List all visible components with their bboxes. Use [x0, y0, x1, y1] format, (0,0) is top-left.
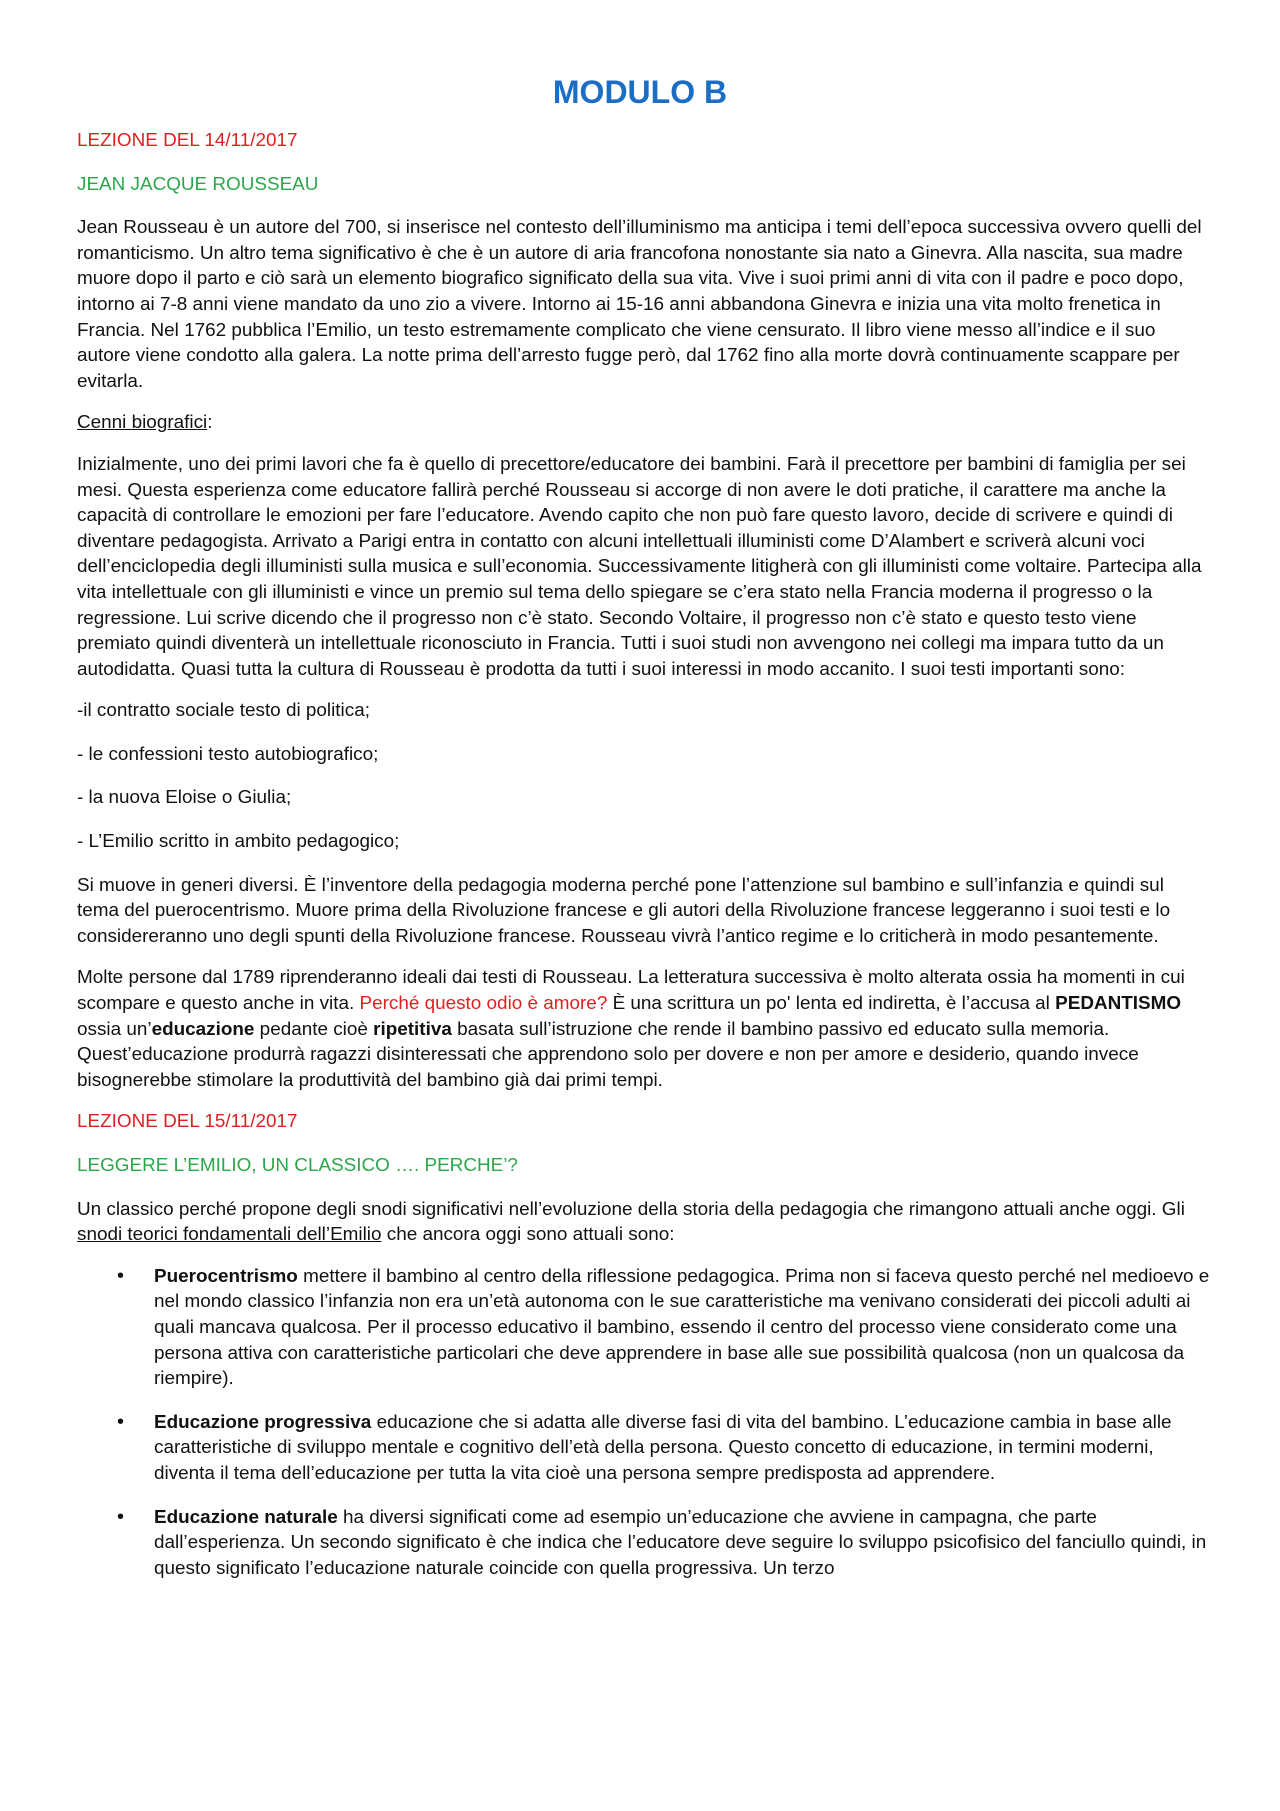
work-item: -il contratto sociale testo di politica; [77, 700, 370, 722]
highlighted-question: Perché questo odio è amore? [359, 993, 608, 1015]
lesson-date: LEZIONE DEL 14/11/2017 [77, 130, 298, 151]
pedantism-paragraph [77, 965, 1210, 1093]
page-title: MODULO B [552, 74, 728, 110]
key-concepts-list [77, 1264, 1210, 1582]
bold-term: ripetitiva [373, 1018, 452, 1040]
lesson-date: LEZIONE DEL 15/11/2017 [77, 1111, 298, 1133]
concept-text: ha diversi significati come ad esempio un’educazione che avviene in campagna, che parte dall’esperienza. Un secondo significato è che indica che l’educatore deve seguire lo sviluppo psicofisico del fanciullo quindi, in questo significato l’educazione naturale coincide con quella progressiva. Un terzo [154, 1506, 1207, 1579]
genres-paragraph: Si muove in generi diversi. È l’inventore della pedagogia moderna perché pone l’attenzione sul bambino e sull’infanzia e quindi sul tema del puerocentrismo. Muore prima della Rivoluzione francese e gli autori della Rivoluzione francese leggeranno i suoi testi e lo considereranno uno degli spunti della Rivoluzione francese. Rousseau vivrà l’antico regime e lo criticherà in modo pesantemente. [77, 874, 1171, 947]
list-item [77, 1505, 1210, 1582]
bullet-icon: • [117, 1264, 125, 1287]
text-run: che ancora oggi sono attuali sono: [381, 1224, 675, 1246]
bold-term: PEDANTISMO [1055, 993, 1182, 1015]
classic-intro-paragraph [77, 1197, 1210, 1248]
bio-paragraph: Inizialmente, uno dei primi lavori che fa è quello di precettore/educatore dei bambini. Farà il precettore per bambini di famiglia per sei mesi. Questa esperienza come educatore fallirà perché Rousseau si accorge di non avere le doti pratiche, il carattere ma anche la capacità di controllare le emozioni per fare l’educatore. Avendo capito che non può fare questo lavoro, decide di scrivere e quindi di diventare pedagogista. Arrivato a Parigi entra in contatto con alcuni intellettuali illuministi come D’Alambert e scriverà alcuni voci dell’enciclopedia degli illuministi sulla musica e sull’economia. Successivamente litigherà con gli illuministi come voltaire. Partecipa alla vita intellettuale con gli illuministi e vince un premio sul tema dello spiegare se c’era stato nella Francia moderna il progresso o la regressione. Lui scrive dicendo che il progresso non c’è stato. Secondo Voltaire, il progresso non c’è stato e questo testo viene premiato quindi diventerà un intellettuale riconosciuto in Francia. Tutti i suoi studi non avvengono nei collegi ma impara tutto da un autodidatta. Quasi tutta la cultura di Rousseau è prodotta da tutti i suoi interessi in modo accanito. I suoi testi importanti sono: [77, 453, 1202, 680]
bold-term: educazione [151, 1018, 255, 1040]
concept-term: Educazione progressiva [154, 1411, 372, 1433]
concept-text: mettere il bambino al centro della riflessione pedagogica. Prima non si faceva questo perché nel medioevo e nel mondo classico l’infanzia non era un’età autonoma con le sue caratteristiche ma venivano considerati dei piccoli adulti ai quali mancava qualcosa. Per il processo educativo il bambino, essendo il centro del processo viene considerato come una persona attiva con caratteristiche particolari che deve apprendere in base alle sue possibilità qualcosa (non un qualcosa da riempire). [154, 1265, 1210, 1390]
list-item [77, 1410, 1210, 1487]
text-run: Un classico perché propone degli snodi significativi nell’evoluzione della storia della pedagogia che rimangono attuali anche oggi. Gli [77, 1198, 1185, 1220]
concept-term: Puerocentrismo [154, 1265, 298, 1287]
text-run: Molte persone dal 1789 riprenderanno ideali dai testi di Rousseau. La letteratura successiva è molto alterata ossia ha momenti in cui scompare e questo anche in vita. [77, 967, 1185, 1015]
list-item [77, 1264, 1210, 1392]
work-item: - L’Emilio scritto in ambito pedagogico; [77, 831, 400, 853]
text-run: È una scrittura un po' lenta ed indiretta, è l’accusa al [607, 993, 1056, 1015]
concept-term: Educazione naturale [154, 1506, 338, 1528]
work-item: - la nuova Eloise o Giulia; [77, 787, 292, 809]
text-run: ossia un’ [77, 1018, 152, 1040]
bullet-icon: • [117, 1410, 125, 1433]
bio-heading-label: Cenni biografici [77, 412, 208, 434]
concept-text: educazione che si adatta alle diverse fasi di vita del bambino. L’educazione cambia in base alle caratteristiche di sviluppo mentale e cognitivo dell’età della persona. Questo concetto di educazione, in termini moderni, diventa il tema dell’educazione per tutta la vita cioè una persona sempre predisposta ad apprendere. [154, 1411, 1172, 1484]
intro-paragraph: Jean Rousseau è un autore del 700, si inserisce nel contesto dell’illuminismo ma anticipa i temi dell’epoca successiva ovvero quelli del romanticismo. Un altro tema significativo è che è un autore di aria francofona nonostante sia nato a Ginevra. Alla nascita, sua madre muore dopo il parto e ciò sarà un elemento biografico significato della sua vita. Vive i suoi primi anni di vita con il padre e poco dopo, intorno ai 7-8 anni viene mandato da uno zio a vivere. Intorno ai 15-16 anni abbandona Ginevra e inizia una vita molto frenetica in Francia. Nel 1762 pubblica l’Emilio, un testo estremamente complicato che viene censurato. Il libro viene messo all’indice e il suo autore viene condotto alla galera. La notte prima dell’arresto fugge però, dal 1762 fino alla morte dovrà continuamente scappare per evitarla. [77, 217, 1202, 392]
section-heading: JEAN JACQUE ROUSSEAU [77, 173, 319, 195]
bio-heading-colon: : [207, 412, 213, 434]
section-heading: LEGGERE L’EMILIO, UN CLASSICO …. PERCHE’? [77, 1155, 518, 1176]
bio-heading [77, 410, 1210, 436]
document-body [77, 128, 1210, 1599]
bullet-icon: • [117, 1505, 125, 1528]
text-run: pedante cioè [254, 1018, 374, 1040]
underlined-phrase: snodi teorici fondamentali dell’Emilio [77, 1224, 382, 1246]
work-item: - le confessioni testo autobiografico; [77, 743, 379, 765]
text-run: basata sull’istruzione che rende il bambino passivo ed educato sulla memoria. Quest’educazione produrrà ragazzi disinteressati che apprendono solo per dovere e non per amore e desiderio, quando invece bisognerebbe stimolare la produttività del bambino già dai primi tempi. [77, 1018, 1139, 1091]
